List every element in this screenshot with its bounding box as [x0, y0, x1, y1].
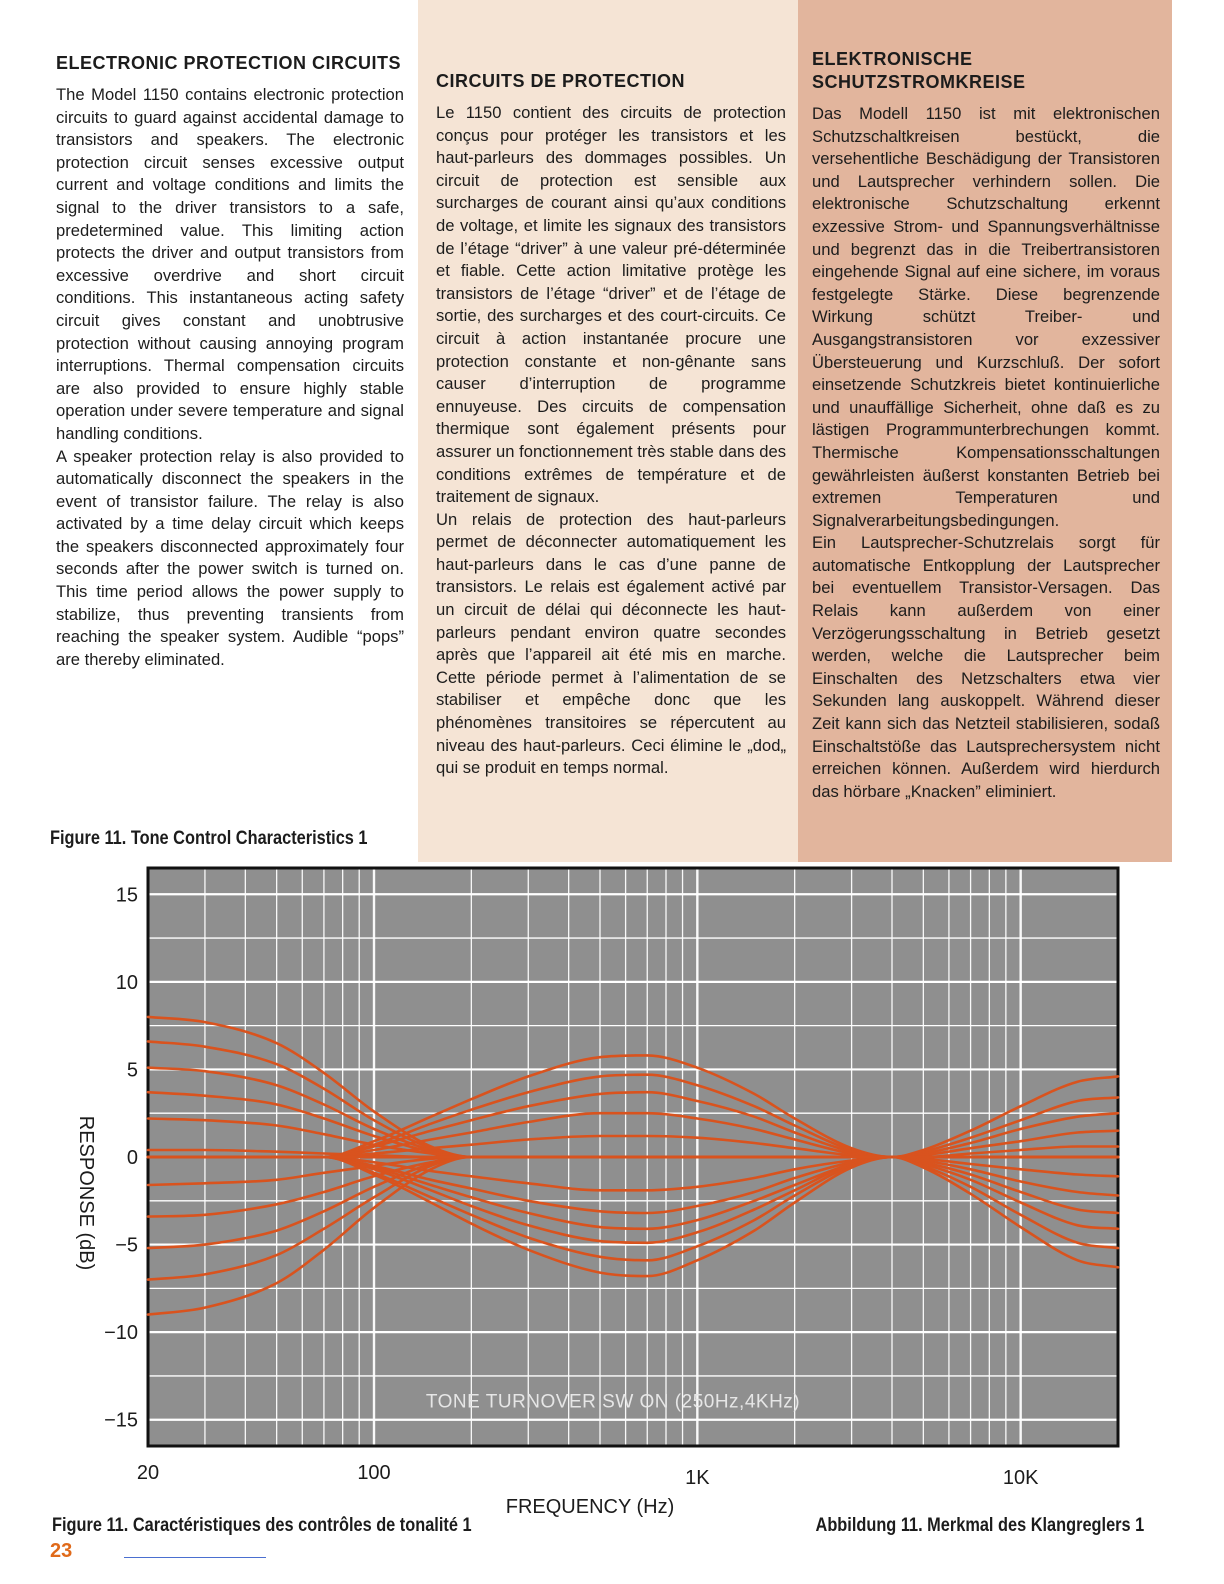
german-heading: ELEKTRONISCHE SCHUTZSTROMKREISE	[812, 49, 1026, 92]
y-tick-label: 5	[126, 1059, 138, 1082]
y-axis-title: RESPONSE (dB)	[75, 1115, 97, 1271]
y-tick-label: −15	[104, 1409, 138, 1432]
y-tick-label: 10	[115, 971, 138, 994]
y-tick-label: 0	[126, 1147, 138, 1169]
french-heading: CIRCUITS DE PROTECTION	[436, 71, 686, 91]
english-column	[40, 0, 418, 862]
tone-control-chart	[0, 860, 1224, 1520]
x-tick-label: 10K	[1002, 1467, 1039, 1489]
german-paragraph-1: Das Modell 1150 ist mit elektronischen Schutzschaltkreisen bestückt, die versehentliche Beschädigung der Transistoren und Lautsprecher verhindern sollen. Die elektronische Schutzschaltung erkennt exzessive Strom- und Spannungsverhältnisse und begrenzt das in die Treibertransistoren eingehende Signal auf eine sichere, im voraus festgelegte Stärke. Diese begrenzende Wirkung schützt Treiber- und Ausgangstransistoren vor exzessiver Übersteuerung und Kurzschluß. Der sofort einsetzende Schutzkreis bietet kontinuierliche und unauffällige Sicherheit, ohne daß es zu lästigen Programmunterbrechungen kommt. Thermische Kompensationsschaltungen gewährleisten äußerst konstanten Betrieb bei extremen Temperaturen und Signalverarbeitungsbedingungen.	[812, 104, 1160, 530]
french-column	[418, 0, 798, 862]
figure-caption-german: Abbildung 11. Merkmal des Klangreglers 1	[815, 1515, 1144, 1536]
y-tick-label: −10	[104, 1322, 138, 1345]
x-tick-label: 20	[136, 1462, 160, 1484]
french-paragraph-2: Un relais de protection des haut-parleurs permet de déconnecter automatiquement les haut-parleurs dans le cas d’une panne de transistors. Le relais est également activé par un circuit de délai qui déconnecte les haut-parleurs pendant environ quatre secondes après que l’appareil ait été mis en marche. Cette période permet à l’alimentation de se stabiliser et empêche donc que les phénomènes transitoires se répercutent au niveau des haut-parleurs. Ceci élimine le „dod„ qui se produit en temps normal.	[436, 509, 786, 778]
page-number: 23	[50, 1540, 73, 1562]
y-tick-label: −5	[115, 1234, 138, 1257]
french-paragraph-1: Le 1150 contient des circuits de protection conçus pour protéger les transistors et les haut-parleurs des dommages possibles. Un circuit de protection est sensible aux surcharges de courant ainsi qu’aux conditions de voltage, et limite les signaux des transistors de l’étage “driver” à une valeur pré-déterminée et fiable. Cette action limitative protège les transistors de l’étage “driver” et de l’étage de sortie, des surcharges et des court-circuits. Ce circuit à action instantanée procure une protection constante et non-gênante sans causer d’interruption de programme ennuyeuse. Des circuits de compensation thermique sont également présents pour assurer un fonctionnement très stable dans des conditions extrêmes de température et de traitement de signaux.	[436, 103, 786, 507]
german-column	[798, 0, 1172, 862]
english-heading: ELECTRONIC PROTECTION CIRCUITS	[56, 53, 402, 73]
y-tick-label: 15	[115, 884, 138, 907]
figure-caption-french: Figure 11. Caractéristiques des contrôles de tonalité 1	[52, 1515, 472, 1536]
x-tick-label: 1K	[685, 1467, 710, 1489]
figure-title-english: Figure 11. Tone Control Characteristics 1	[50, 828, 368, 849]
page-footer-rule	[124, 1557, 266, 1558]
x-tick-label: 100	[357, 1462, 391, 1484]
german-paragraph-2: Ein Lautsprecher-Schutzrelais sorgt für automatische Entkopplung der Lautsprecher bei eventuellem Transistor-Versagen. Das Relais kann außerdem von einer Verzögerungsschaltung in Betrieb gesetzt werden, welche die Lautsprecher beim Einschalten des Netzschalters etwa vier Sekunden lang auskoppelt. Während dieser Zeit kann sich das Netzteil stabilisieren, sodaß Einschaltstöße das Lautsprechersystem nicht erreichen können. Außerdem wird hierdurch das hörbare „Knacken” eliminiert.	[812, 533, 1160, 801]
x-axis-title: FREQUENCY (Hz)	[505, 1496, 675, 1518]
english-paragraph-2: A speaker protection relay is also provided to automatically disconnect the speakers in the event of transistor failure. The relay is also activated by a time delay circuit which keeps the speakers disconnected approximately four seconds after the power switch is turned on. This time period allows the power supply to stabilize, thus preventing transients from reaching the speaker system. Audible “pops” are thereby eliminated.	[56, 446, 404, 669]
english-paragraph-1: The Model 1150 contains electronic protection circuits to guard against accidental damage to transistors and speakers. The electronic protection circuit senses excessive output current and voltage conditions and limits the signal to the driver transistors to a safe, predetermined value. This limiting action protects the driver and output transistors from excessive overdrive and short circuit conditions. This instantaneous acting safety circuit gives constant and unobtrusive protection without causing annoying program interruptions. Thermal compensation circuits are also provided to ensure highly stable operation under severe temperature and signal handling conditions.	[56, 85, 404, 443]
tone-turnover-annotation: TONE TURNOVER SW ON (250Hz,4KHz)	[425, 1391, 801, 1413]
